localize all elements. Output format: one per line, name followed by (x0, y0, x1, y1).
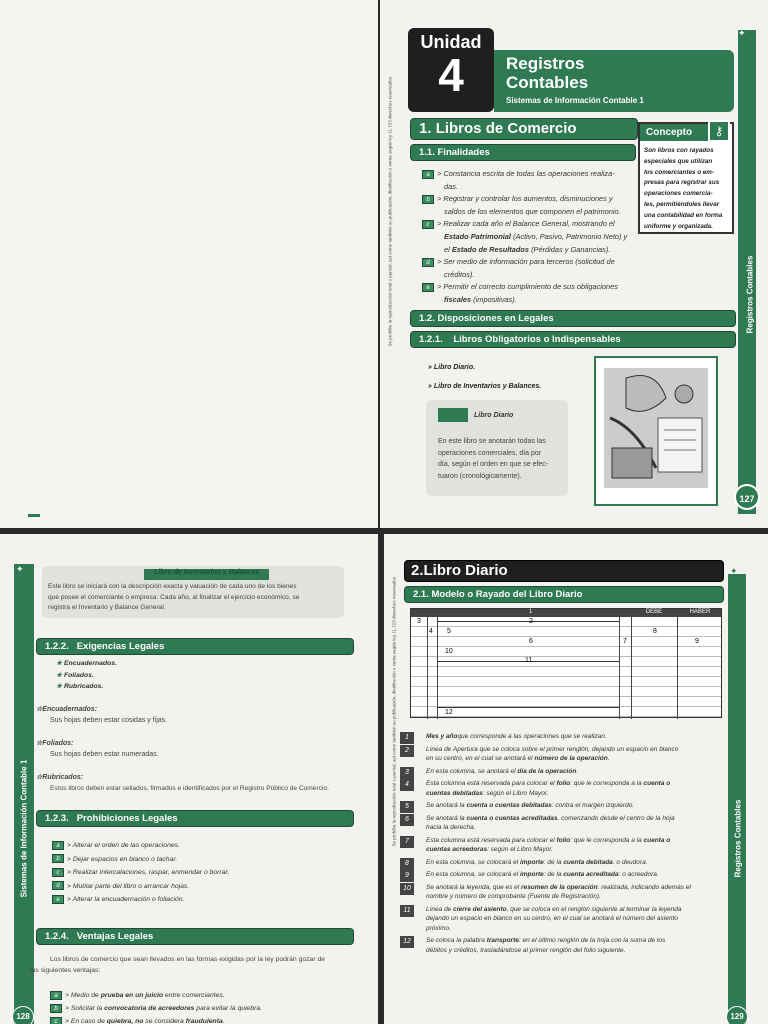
item-text: débitos y créditos, trasladándose al primer renglón del folio siguiente. (426, 946, 626, 954)
obligatorios-list (428, 358, 541, 396)
libro-diario-box (426, 400, 568, 496)
section-heading (410, 118, 638, 140)
item-text: Realizar cada año el Balance General, mostrando el (443, 219, 615, 229)
item-bold: cuenta o cuentas debitadas (466, 802, 552, 810)
item-bold: prueba en un juicio (100, 992, 164, 999)
side-tab (728, 574, 746, 1024)
box-line: operaciones comerciales, día por (438, 449, 542, 457)
cell-number: 12 (445, 709, 453, 716)
list-item: b > Registrar y controlar los aumentos, disminuciones y saldos de los elementos que componen el patrimonio. (422, 193, 636, 218)
item-text: Se anotará la (426, 802, 467, 810)
ledger-line (619, 617, 620, 719)
ledger-line (437, 617, 438, 719)
term-text: Rubricados: (42, 774, 84, 781)
box-line: Este libro se iniciará con la descripción exacta y valuación de cada uno de los bienes (48, 583, 297, 590)
ledger-explanations (400, 732, 726, 958)
list-item: c > Realizar intercalaciones, raspar, enmendar o borrar. (52, 866, 229, 880)
cell-number: 11 (525, 657, 533, 664)
concepto-label: Concepto (640, 124, 710, 141)
box-title (144, 569, 269, 580)
item-line (426, 732, 726, 741)
item-text: saldos de los elementos que componen el patrimonio. (444, 206, 621, 216)
item-number: 9 (400, 870, 414, 882)
item-number: 1 (400, 732, 414, 744)
concepto-line: operaciones comercia- (644, 190, 713, 198)
item-text: hacia la derecha. (426, 824, 476, 832)
item-text: : que le corresponda a la (570, 836, 644, 844)
item-bold: fiscales (444, 294, 472, 304)
item-text: das. (444, 181, 458, 191)
item-text: . (576, 767, 579, 775)
item-bold: importe (519, 858, 544, 866)
list-item: d > Ser medio de información para terceros (solicitud de créditos). (422, 256, 636, 281)
list-item: e > Alterar la encuadernación o foliación. (52, 893, 229, 907)
unit-title-bar (494, 50, 734, 112)
ventajas-list (50, 989, 262, 1024)
explanation-item (400, 779, 726, 798)
concepto-line: presas para registrar sus (644, 179, 720, 187)
subsection-number: 1.2.1. (419, 334, 443, 345)
item-text: Foliados. (63, 671, 94, 679)
list-item: a > Constancia escrita de todas las operaciones realiza- das. (422, 168, 636, 193)
item-text: Rubricados. (63, 683, 104, 690)
item-letter: b (52, 854, 64, 863)
finalidades-list (422, 168, 636, 307)
subsection-heading: 2.1. Modelo o Rayado del Libro Diario (404, 586, 724, 603)
page-number: 129 (726, 1006, 748, 1024)
explanation-item (400, 905, 726, 933)
cell-number: 10 (445, 648, 453, 655)
subsection-heading (410, 144, 636, 161)
page-129 (384, 534, 768, 1024)
legal-notice: Se prohíbe la reproducción total o parcial, así como también su publicación, distribución o venta según ley 11.723 derechos reservados (391, 576, 397, 847)
clerk-illustration (596, 358, 716, 504)
illustration (594, 356, 718, 506)
col-haber: HABER (689, 609, 711, 615)
section-number: 2. (411, 562, 424, 579)
item-number: 10 (400, 883, 414, 895)
ventajas-intro (30, 954, 325, 976)
heading-122 (36, 638, 354, 655)
star-icon: ★ (56, 660, 63, 667)
item-text: Ser medio de información para terceros (solicitud de (443, 257, 615, 267)
item-text: Esta columna está reservada para colocar el (426, 836, 557, 844)
item-line (426, 924, 726, 933)
item-text: entre comerciantes. (163, 992, 225, 999)
heading-number: 1.2.2. (45, 641, 69, 652)
item-line (426, 745, 726, 754)
explanation-item (400, 936, 726, 955)
term-text: Encuadernados: (42, 706, 98, 713)
item-line (426, 767, 726, 776)
item-text: En esta columna, se colocará el (426, 871, 520, 879)
item-bold: cuentas acreedoras (426, 846, 488, 854)
list-item: b > Dejar espacios en blanco o tachar. (52, 853, 229, 867)
intro-line: las siguientes ventajas: (30, 967, 101, 974)
side-title: Registros Contables (733, 799, 743, 878)
heading-number: 1.2.4. (45, 931, 69, 942)
item-text: . (222, 1018, 225, 1024)
box-text (438, 436, 548, 482)
concepto-line: los comerciantes o em- (644, 168, 714, 176)
ledger-line (437, 621, 619, 622)
item-line (426, 870, 726, 879)
item-letter: c (52, 868, 64, 877)
cell-number: 5 (447, 628, 451, 635)
legal-notice: Se prohíbe la reproducción total o parcial, así como también su publicación, distribución o venta según ley 11.723 derechos reservados (387, 76, 393, 347)
item-text: en su centro, en el cual se anotará el (426, 755, 535, 762)
item-bold: cuenta o (643, 780, 671, 788)
item-text: Libro de Inventarios y Balances. (433, 383, 542, 390)
section-heading (404, 560, 724, 582)
item-letter: b (422, 195, 434, 204)
ledger-line (437, 707, 619, 708)
item-text: Alterar el orden de las operaciones. (72, 842, 180, 849)
item-letter: b (50, 1004, 62, 1013)
ledger-table (410, 608, 722, 718)
item-text: Alterar la encuadernación o foliación. (72, 896, 185, 903)
list-item: a > Alterar el orden de las operaciones. (52, 839, 229, 853)
item-bold: folio (556, 780, 571, 788)
list-item (56, 670, 117, 682)
explanation-item (400, 767, 726, 776)
concepto-box (638, 122, 734, 234)
item-line (426, 814, 726, 823)
item-text: En esta columna, se anotará el (426, 767, 518, 775)
explanation-item (400, 870, 726, 879)
item-number: 2 (400, 745, 414, 757)
item-bold: cuenta acreditada (563, 871, 619, 879)
concepto-line: una contabilidad en forma (644, 211, 723, 219)
unit-subtitle: Sistemas de Información Contable 1 (506, 96, 644, 105)
item-bold: cuentas debitadas (426, 789, 483, 797)
item-line (426, 801, 726, 810)
box-line: registra el Inventario y Balance General. (48, 604, 166, 611)
cell-number: 8 (653, 628, 657, 635)
item-text: Solicitar la (70, 1005, 105, 1012)
ledger-line (427, 617, 428, 719)
page-number: 127 (734, 484, 760, 510)
item-number: 5 (400, 801, 414, 813)
list-item (56, 681, 117, 693)
list-item: d > Mutilar parte del libro o arrancar hojas. (52, 880, 229, 894)
subsection-heading-121 (410, 331, 736, 348)
item-text: dejando un espacio en blanco en su centro, en el cual se anotará el número del asiento (426, 915, 678, 923)
cell-number: 9 (695, 638, 699, 645)
item-text: (Activo, Pasivo, Patrimonio Neto) y (510, 231, 628, 241)
unit-title-2: Contables (506, 73, 589, 92)
box-text (48, 582, 299, 614)
box-line: tuaron (cronológicamente). (438, 472, 522, 480)
item-text: En esta columna, se colocará el (426, 858, 520, 866)
explanation-item (400, 858, 726, 867)
item-line (426, 936, 726, 945)
star-outline-icon: ☆ (36, 774, 43, 781)
subsection-heading-12: 1.2. Disposiciones en Legales (410, 310, 736, 327)
list-item: a > Medio de prueba en un juicio entre comerciantes. (50, 989, 262, 1002)
page-127 (380, 0, 768, 528)
unit-title-1: Registros (506, 54, 585, 73)
item-text: el (444, 244, 452, 254)
blank-page (0, 0, 378, 528)
item-number: 3 (400, 767, 414, 779)
item-text: Dejar espacios en blanco o tachar. (72, 855, 178, 863)
list-item: c > Realizar cada año el Balance General, mostrando el Estado Patrimonial (Activo, Pasivo, Patrimonio Neto) y el Estado de Resultados (Pérdidas y Ganancias). (422, 218, 636, 256)
def-term (36, 704, 329, 715)
item-text: Línea de (426, 905, 454, 913)
item-text: Permitir el correcto cumplimiento de sus obligaciones (443, 282, 618, 292)
item-text: Se anotará la leyenda, que es el (426, 883, 522, 891)
item-text: , comenzando desde el centro de la hoja (557, 814, 675, 822)
box-line: que posee el comerciante o empresa. Cada año, al finalizar el ejercicio económico, se (48, 593, 300, 601)
item-line (426, 845, 726, 854)
item-text: : de la (543, 858, 564, 866)
item-text: : o deudora. (612, 858, 648, 866)
list-item: » Libro Diario. (428, 364, 476, 371)
explanation-item (400, 883, 726, 902)
item-letter: c (50, 1017, 62, 1024)
tab-logo-icon: ✦ (738, 28, 746, 38)
item-letter: d (422, 258, 434, 267)
star-outline-icon: ☆ (36, 706, 43, 713)
heading-123 (36, 810, 354, 827)
item-text: Medio de (70, 992, 101, 999)
item-text: Se coloca la palabra (426, 937, 487, 945)
item-bold: fraudulenta (185, 1018, 223, 1024)
item-bold: Mes y año (426, 733, 458, 740)
tab-logo-icon: ✦ (730, 566, 738, 576)
box-line: día, según el orden en que se efec- (438, 461, 549, 468)
item-text: próximo. (426, 924, 451, 932)
def-term (36, 738, 329, 749)
item-line (426, 946, 726, 955)
item-number: 7 (400, 836, 414, 848)
def-desc: Sus hojas deben estar numeradas. (50, 751, 159, 758)
item-bold: quiebra, no (106, 1018, 144, 1024)
item-text: : contra el margen izquierdo. (551, 802, 635, 810)
definitions (36, 704, 329, 794)
item-letter: e (52, 895, 64, 904)
item-text: : de la (543, 871, 564, 879)
heading-title: Exigencias Legales (76, 641, 165, 652)
item-number: 11 (400, 905, 414, 917)
item-bold: número de la operación (534, 755, 608, 762)
list-item: c > En caso de quiebra, no se considera fraudulenta. (50, 1015, 262, 1024)
item-text: Línea de Apertura que se coloca sobre el primer renglón, dejando un espacio en blanco (426, 745, 679, 753)
item-bold: folio (556, 836, 571, 844)
item-text: Encuadernados. (63, 660, 117, 667)
prohibiciones-list (52, 839, 229, 907)
item-text: : en el último renglón de la hoja con la suma de los (518, 937, 666, 945)
section-number: 1. (419, 120, 432, 137)
subsection-number: 1.1. (419, 147, 435, 158)
ledger-rows (411, 617, 721, 717)
item-letter: e (422, 283, 434, 292)
item-number: 8 (400, 858, 414, 870)
item-letter: c (422, 220, 434, 229)
item-bold: convocatoria de acreedores (104, 1005, 195, 1012)
item-line (426, 779, 726, 788)
item-text: que corresponde a las operaciones que se realizan. (457, 733, 607, 740)
side-title: Registros Contables (745, 255, 755, 334)
heading-title: Ventajas Legales (76, 931, 154, 942)
concepto-text (640, 141, 732, 237)
item-line (426, 754, 726, 763)
item-text: : realizada, indicando además el (597, 883, 691, 891)
explanation-item (400, 745, 726, 764)
unit-badge (408, 28, 494, 112)
item-text: (Pérdidas y Ganancias). (529, 244, 611, 254)
item-bold: transporte (486, 937, 519, 945)
item-line (426, 823, 726, 832)
list-item (56, 658, 117, 670)
def-desc: Estos libros deben estar sellados, firmados e identificados por el Registro Público de Comercio. (50, 785, 329, 792)
unit-label: Unidad (420, 32, 482, 52)
box-tab (438, 408, 468, 422)
def-desc: Sus hojas deben estar cosidas y fijas. (50, 717, 168, 724)
section-title: Libro Diario (423, 562, 508, 579)
item-text: : o acreedora. (618, 871, 659, 879)
item-bold: Estado de Resultados (451, 244, 530, 254)
item-text: nombre y número de comprobante (Fuente de Registración). (426, 893, 601, 901)
item-line (426, 905, 726, 914)
item-bold: día de la operación (517, 767, 577, 775)
item-text: Mutilar parte del libro o arrancar hojas. (72, 882, 190, 890)
item-line (426, 836, 726, 845)
item-bold: resumen de la operación (521, 883, 598, 891)
item-text: se considera (143, 1018, 186, 1024)
explanation-item (400, 732, 726, 741)
cell-number: 4 (429, 628, 433, 635)
star-icon: ★ (56, 683, 63, 690)
item-number: 6 (400, 814, 414, 826)
item-text: Se anotará la (426, 814, 467, 822)
subsection-title: Finalidades (437, 147, 490, 158)
item-line (426, 883, 726, 892)
item-bold: Estado Patrimonial (444, 231, 511, 241)
item-text: créditos). (444, 269, 475, 279)
ledger-line (631, 609, 632, 719)
item-bold: cierre del asiento (453, 905, 507, 913)
term-text: Foliados: (42, 740, 74, 747)
item-text: para evitar la quiebra. (194, 1005, 263, 1012)
explanation-item (400, 814, 726, 833)
item-text: Constancia escrita de todas las operaciones realiza- (443, 169, 615, 178)
subsection-title: Libros Obligatorios o Indispensables (453, 334, 621, 345)
item-text: En caso de (70, 1018, 107, 1024)
def-term (36, 772, 329, 783)
concepto-line: uniforme y organizada. (644, 222, 713, 230)
cell-number: 6 (529, 638, 533, 645)
item-bold: cuenta o cuentas acreditadas (466, 814, 558, 822)
cell-number: 3 (417, 618, 421, 625)
item-text: : según el Libro Mayor. (482, 789, 549, 797)
exigencias-list (56, 658, 117, 693)
item-text: Realizar intercalaciones, raspar, enmendar o borrar. (72, 869, 230, 876)
star-outline-icon: ☆ (36, 740, 43, 747)
list-item: » Libro de Inventarios y Balances. (428, 383, 542, 390)
col-debe: DEBE (645, 609, 663, 615)
item-text: . (607, 755, 610, 762)
page-edge-mark (28, 514, 40, 517)
concepto-line: especiales que utilizan (644, 157, 713, 165)
explanation-item (400, 801, 726, 810)
item-text: Esta columna está reservada para colocar el (426, 780, 557, 788)
star-icon: ★ (56, 671, 63, 679)
key-icon: ⚷ (708, 120, 730, 142)
side-title: Sistemas de Información Contable 1 (19, 759, 29, 898)
concepto-line: Son libros con rayados (644, 147, 714, 154)
item-text: , que se coloca en el renglón siguiente al terminar la leyenda (506, 905, 682, 913)
section-title: Libros de Comercio (435, 120, 577, 137)
item-line (426, 914, 726, 923)
side-tab (738, 30, 756, 514)
item-bold: cuenta o (643, 836, 671, 844)
item-text: : según el Libro Mayor. (487, 846, 553, 854)
item-line (426, 892, 726, 901)
item-line (426, 789, 726, 798)
heading-title: Prohibiciones Legales (76, 813, 178, 824)
list-item: e > Permitir el correcto cumplimiento de sus obligaciones fiscales (impositivas). (422, 281, 636, 306)
item-number: 4 (400, 779, 414, 791)
item-letter: a (52, 841, 64, 850)
page-number: 128 (12, 1006, 34, 1024)
heading-124 (36, 928, 354, 945)
item-letter: a (422, 170, 434, 179)
box-line: En este libro se anotarán todas las (438, 438, 546, 445)
concepto-line: les, permitiéndoles llevar (644, 200, 720, 208)
intro-line: Los libros de comercio que sean llevados en las formas exigidas por la ley podrán gozar de (50, 956, 326, 963)
box-title-text: Libro de Inventarios y Balances (154, 569, 260, 576)
item-letter: a (50, 991, 62, 1000)
item-bold: importe (519, 871, 544, 879)
item-number: 12 (400, 936, 414, 948)
inventarios-box (42, 566, 344, 618)
tab-logo-icon: ✦ (16, 564, 24, 574)
item-text: Registrar y controlar los aumentos, disminuciones y (443, 194, 613, 204)
item-line (426, 858, 726, 867)
item-letter: d (52, 881, 64, 890)
box-title: Libro Diario (474, 412, 514, 419)
cell-number: 2 (529, 618, 533, 625)
item-text: (impositivas). (471, 294, 517, 304)
cell-number: 7 (623, 638, 627, 645)
list-item: b > Solicitar la convocatoria de acreedores para evitar la quiebra. (50, 1002, 262, 1015)
heading-number: 1.2.3. (45, 813, 69, 824)
cell-number: 1 (529, 609, 533, 615)
item-text: Libro Diario. (433, 364, 476, 371)
item-text: : que le corresponda a la (570, 780, 644, 788)
item-bold: cuenta debitada (563, 858, 613, 866)
page-128 (0, 534, 378, 1024)
ledger-line (677, 609, 678, 719)
explanation-item (400, 836, 726, 855)
unit-number: 4 (438, 49, 464, 101)
